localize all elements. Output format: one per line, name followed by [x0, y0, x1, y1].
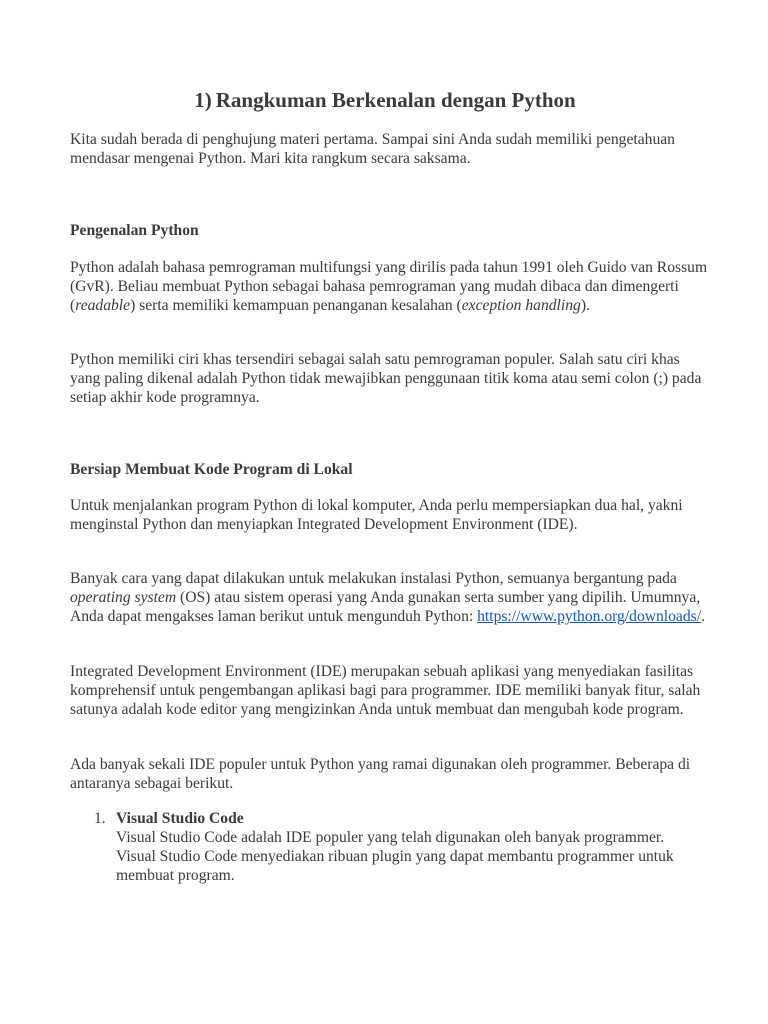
list-item-title: Visual Studio Code — [116, 810, 244, 827]
section-bersiap-p3 — [70, 662, 710, 719]
emphasis-exception-handling: exception handling — [461, 297, 581, 314]
paragraph: Ada banyak sekali IDE populer untuk Python yang ramai digunakan oleh programmer. Beberapa di antaranya sebagai berikut. — [70, 756, 691, 792]
text-run: . — [701, 608, 705, 625]
section-bersiap-p1 — [70, 496, 710, 534]
section-pengenalan-p1 — [70, 258, 710, 315]
section-bersiap-heading — [70, 460, 710, 479]
section-heading: Pengenalan Python — [70, 222, 199, 239]
intro-text: Kita sudah berada di penghujung materi pertama. Sampai sini Anda sudah memiliki pengetahuan mendasar mengenai Python. Mari kita rangkum secara saksama. — [70, 131, 675, 167]
list-item-body — [116, 809, 696, 885]
title-text: Rangkuman Berkenalan dengan Python — [215, 88, 576, 112]
paragraph: Untuk menjalankan program Python di lokal komputer, Anda perlu mempersiapkan dua hal, yakni menginstal Python dan menyiapkan Integrated Development Environment (IDE). — [70, 497, 683, 533]
intro-paragraph — [70, 130, 710, 168]
text-run: Banyak cara yang dapat dilakukan untuk melakukan instalasi Python, semuanya bergantung pada — [70, 570, 677, 587]
title-number: 1) — [194, 88, 212, 112]
list-item-number: 1. — [94, 810, 106, 827]
page-title — [70, 86, 700, 114]
python-downloads-link[interactable]: https://www.python.org/downloads/ — [477, 608, 702, 625]
list-item-description: Visual Studio Code adalah IDE populer yang telah digunakan oleh banyak programmer. Visual Studio Code menyediakan ribuan plugin yang dapat membantu programmer untuk membuat program. — [116, 829, 674, 884]
emphasis-readable: readable — [75, 297, 131, 314]
section-heading: Bersiap Membuat Kode Program di Lokal — [70, 461, 353, 478]
emphasis-operating-system: operating system — [70, 589, 177, 606]
section-pengenalan-heading — [70, 221, 710, 240]
text-run: ) serta memiliki kemampuan penanganan kesalahan ( — [130, 297, 462, 314]
paragraph: Python memiliki ciri khas tersendiri sebagai salah satu pemrograman populer. Salah satu ciri khas yang paling dikenal adalah Python tidak mewajibkan penggunaan titik koma atau semi colon (;) pada setiap akhir kode programnya. — [70, 351, 702, 406]
text-run: ). — [580, 297, 590, 314]
paragraph — [70, 569, 710, 626]
section-bersiap-p2 — [70, 569, 710, 626]
section-pengenalan-p2 — [70, 350, 710, 407]
text-run: (OS) atau sistem operasi yang Anda gunakan serta sumber yang dipilih. Umumnya, Anda dapat mengakses laman berikut untuk mengunduh Python: — [70, 589, 701, 625]
paragraph: Integrated Development Environment (IDE) merupakan sebuah aplikasi yang menyediakan fasilitas komprehensif untuk pengembangan aplikasi bagi para programmer. IDE memiliki banyak fitur, salah satunya adalah kode editor yang mengizinkan Anda untuk membuat dan mengubah kode program. — [70, 663, 701, 718]
paragraph — [70, 258, 710, 315]
section-bersiap-p4 — [70, 755, 710, 793]
text-run: Python adalah bahasa pemrograman multifungsi yang dirilis pada tahun 1991 oleh Guido van Rossum (GvR). Beliau membuat Python sebagai bahasa pemrograman yang mudah dibaca dan dimengerti ( — [70, 259, 708, 314]
